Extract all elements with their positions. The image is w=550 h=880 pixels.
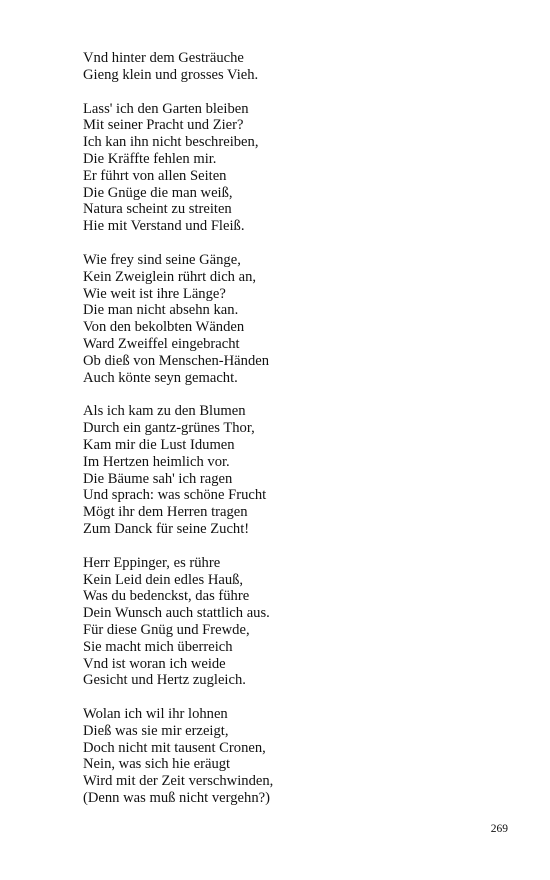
poem-line: Zum Danck für seine Zucht! [83,520,250,537]
poem-line: Mit seiner Pracht und Zier? [83,117,244,134]
stanza-4 [83,403,503,537]
poem-line: Kein Leid dein edles Hauß, [83,571,244,588]
poem-line: Auch könte seyn gemacht. [83,369,238,386]
poem-line: (Denn was muß nicht vergehn?) [83,790,270,807]
poem-line: Dein Wunsch auch stattlich aus. [83,605,270,622]
poem-line: Kam mir die Lust Idumen [83,436,235,453]
poem-line: Herr Eppinger, es rühre [83,554,221,571]
poem-line: Als ich kam zu den Blumen [83,403,246,420]
poem-line: Die Kräffte fehlen mir. [83,150,217,167]
poem-line: Die man nicht absehn kan. [83,302,239,319]
poem-line: Ich kan ihn nicht beschreiben, [83,134,259,151]
poem-line: Ward Zweiffel eingebracht [83,335,240,352]
poem-line: Und sprach: was schöne Frucht [83,487,267,504]
poem-line: Doch nicht mit tausent Cronen, [83,739,266,756]
poem-line: Wie weit ist ihre Länge? [83,285,226,302]
poem-line: Die Bäume sah' ich ragen [83,470,233,487]
poem-line: Die Gnüge die man weiß, [83,184,233,201]
poem-line: Vnd hinter dem Gesträuche [83,50,244,66]
poem-line: Für diese Gnüg und Frewde, [83,621,250,638]
poem-line: Vnd ist woran ich weide [83,655,226,672]
poem-line: Natura scheint zu streiten [83,201,232,218]
poem-line: Sie macht mich überreich [83,638,233,655]
poem-line: Wird mit der Zeit verschwinden, [83,773,274,790]
stanza-5 [83,555,503,689]
stanza-2 [83,101,503,235]
poem-line: Mögt ihr dem Herren tragen [83,504,248,521]
poem-line: Von den bekolbten Wänden [83,319,245,336]
poem-line: Ob dieß von Menschen-Händen [83,352,270,369]
stanza-3 [83,252,503,386]
poem-line: Hie mit Verstand und Fleiß. [83,218,245,235]
poem-line: Was du bedenckst, das führe [83,588,250,605]
poem-line: Nein, was sich hie eräugt [83,756,231,773]
poem-line: Gieng klein und grosses Vieh. [83,66,259,83]
poem-line: Kein Zweiglein rührt dich an, [83,268,257,285]
page-number: 269 [490,823,508,835]
poem-line: Dieß was sie mir erzeigt, [83,722,229,739]
poem-text [83,50,503,824]
poem-line: Wie frey sind seine Gänge, [83,251,241,268]
poem-line: Durch ein gantz-grünes Thor, [83,420,255,437]
poem-line: Im Hertzen heimlich vor. [83,453,230,470]
poem-line: Er führt von allen Seiten [83,167,227,184]
poem-line: Gesicht und Hertz zugleich. [83,672,246,689]
stanza-6 [83,706,503,807]
stanza-1 [83,50,503,84]
poem-line: Lass' ich den Garten bleiben [83,100,249,117]
poem-line: Wolan ich wil ihr lohnen [83,706,228,723]
